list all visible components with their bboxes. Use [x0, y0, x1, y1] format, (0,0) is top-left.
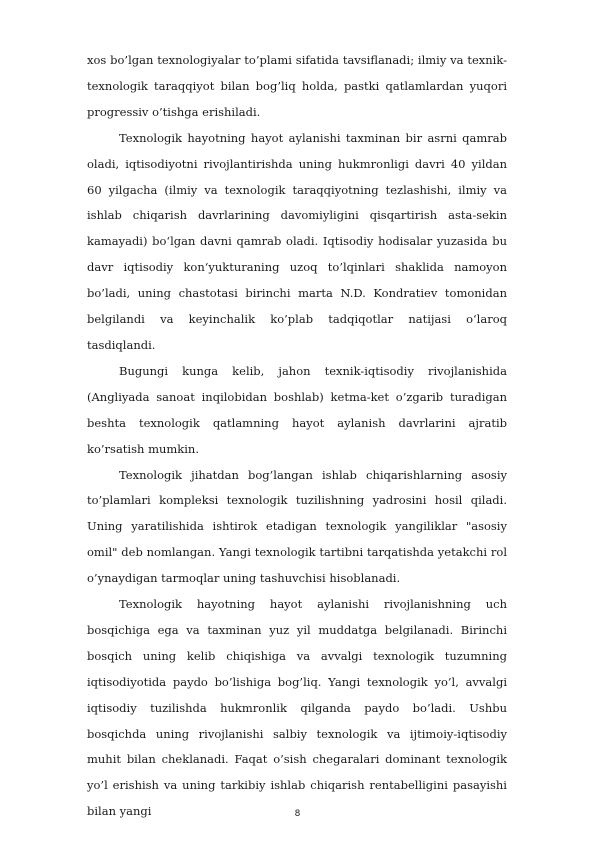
paragraph-1-continued: xos bo’lgan texnologiyalar to’plami sifatida tavsiflanadi; ilmiy va texnik-texnologik taraqqiyot bilan bog’liq holda, pastki qatlamlardan yuqori progressiv o’tishga erishiladi.	[87, 53, 507, 119]
paragraph-3: Bugungi kunga kelib, jahon texnik-iqtisodiy rivojlanishida (Angliyada sanoat inqilobidan boshlab) ketma-ket o’zgarib turadigan beshta texnologik qatlamning hayot aylanish davrlarini ajratib ko’rsatish mumkin.	[87, 363, 507, 456]
document-body	[87, 48, 507, 825]
page-number: 8	[294, 809, 301, 819]
paragraph-4: Texnologik jihatdan bog’langan ishlab chiqarishlarning asosiy to’plamlari kompleksi texnologik tuzilishning yadrosini hosil qiladi. Uning yaratilishida ishtirok etadigan texnologik yangiliklar "asosiy omil" deb nomlangan. Yangi texnologik tartibni tarqatishda yetakchi rol o’ynaydigan tarmoqlar uning tashuvchisi hisoblanadi.	[87, 467, 507, 586]
paragraph-2: Texnologik hayotning hayot aylanishi taxminan bir asrni qamrab oladi, iqtisodiyotni rivojlantirishda uning hukmronligi davri 40 yildan 60 yilgacha (ilmiy va texnologik taraqqiyotning tezlashishi, ilmiy va ishlab chiqarish davrlarining davomiyligini qisqartirish asta-sekin kamayadi) bo‘lgan davni qamrab oladi. Iqtisodiy hodisalar yuzasida bu davr iqtisodiy kon‘yukturaning uzoq to’lqinlari shaklida namoyon bo’ladi, uning chastotasi birinchi marta N.D. Kondratiev tomonidan belgilandi va keyinchalik ko’plab tadqiqotlar natijasi o‘laroq tasdiqlandi.	[87, 130, 507, 352]
paragraph-5: Texnologik hayotning hayot aylanishi rivojlanishning uch bosqichiga ega va taxminan yuz yil muddatga belgilanadi. Birinchi bosqich uning kelib chiqishiga va avvalgi texnologik tuzumning iqtisodiyotida paydo bo’lishiga bog’liq. Yangi texnologik yo’l, avvalgi iqtisodiy tuzilishda hukmronlik qilganda paydo bo’ladi. Ushbu bosqichda uning rivojlanishi salbiy texnologik va ijtimoiy-iqtisodiy muhit bilan cheklanadi. Faqat o’sish chegaralari dominant texnologik yo’l erishish va uning tarkibiy ishlab chiqarish rentabelligini pasayishi bilan yangi	[87, 597, 507, 819]
